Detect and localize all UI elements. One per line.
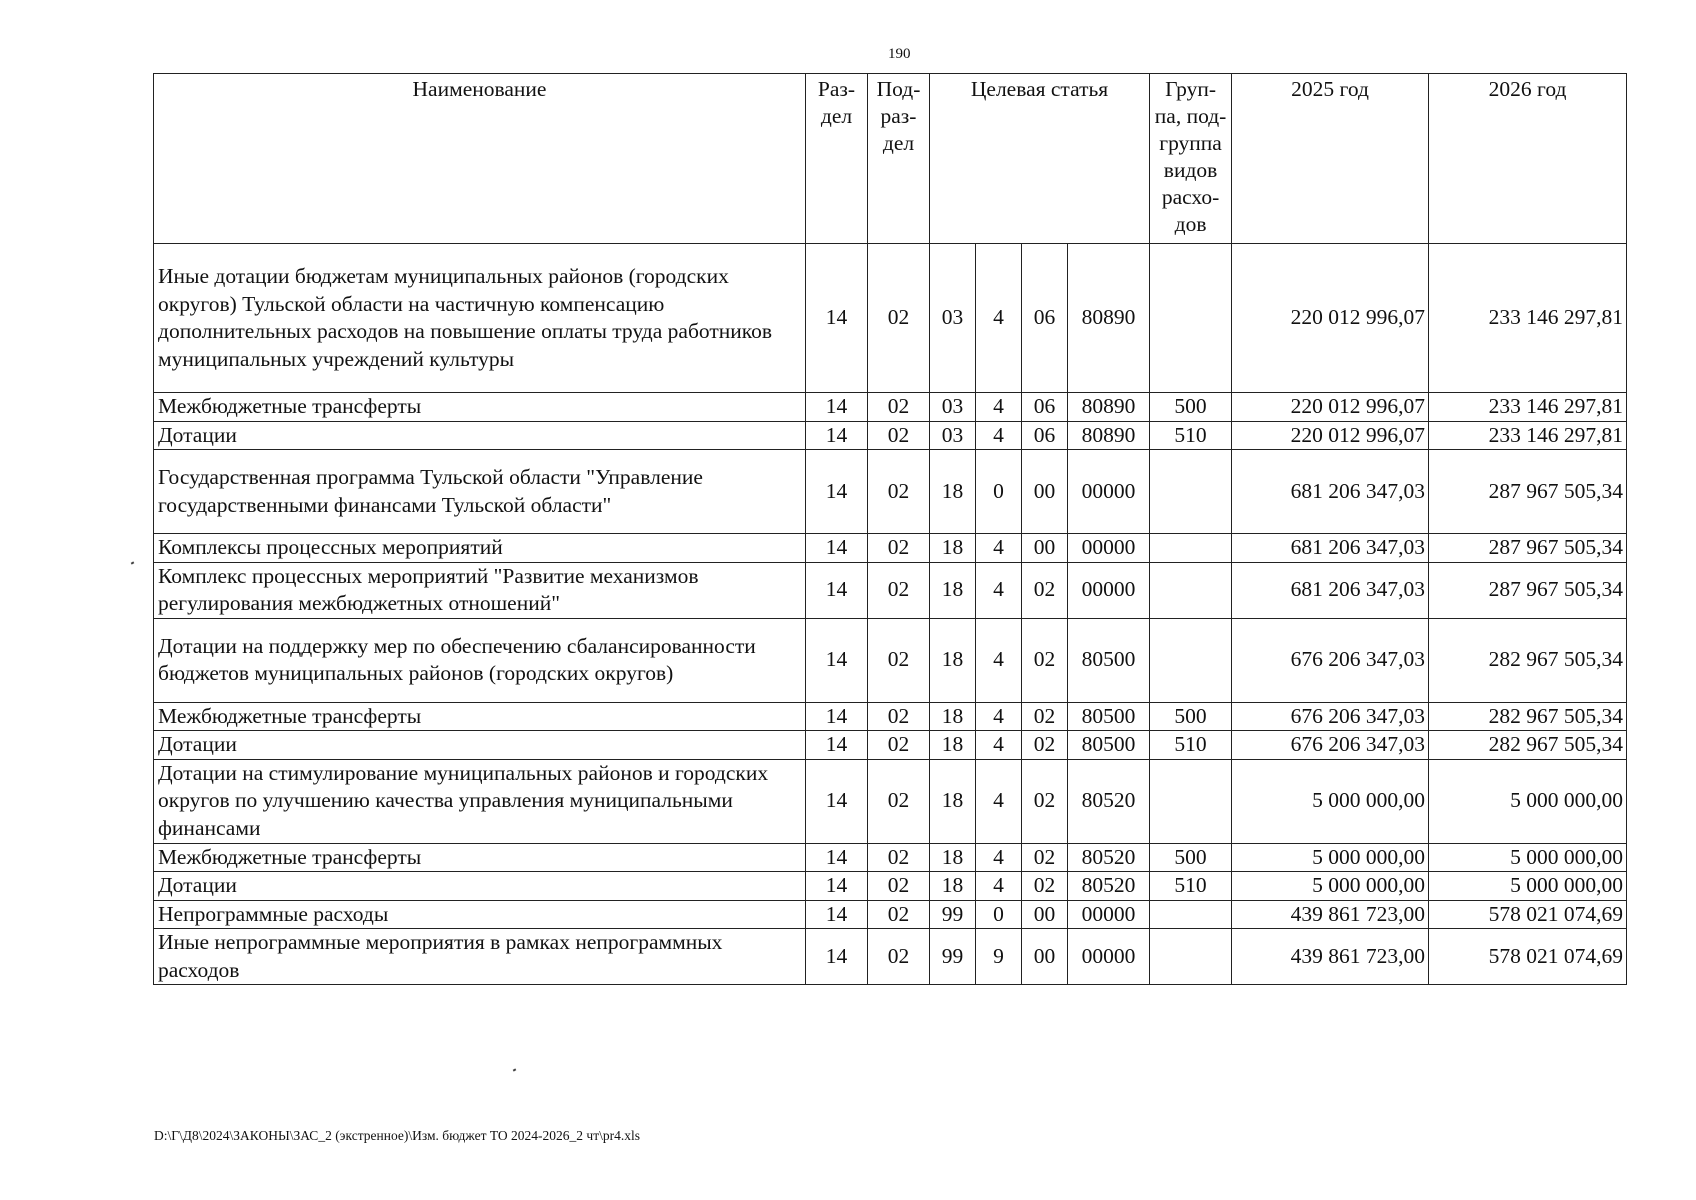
row-name: Дотации на поддержку мер по обеспечению сбалансированности бюджетов муниципальных районов (городских округов) xyxy=(154,618,806,702)
row-target-sub: 02 xyxy=(1022,618,1068,702)
header-name: Наименование xyxy=(154,74,806,244)
row-name: Межбюджетные трансферты xyxy=(154,393,806,422)
table-row xyxy=(154,393,1627,422)
row-target-program: 18 xyxy=(930,843,976,872)
table-row xyxy=(154,421,1627,450)
row-amount-2026: 5 000 000,00 xyxy=(1429,843,1627,872)
row-target-sub: 06 xyxy=(1022,393,1068,422)
row-target-sub: 02 xyxy=(1022,702,1068,731)
row-target-program: 18 xyxy=(930,702,976,731)
row-amount-2026: 282 967 505,34 xyxy=(1429,702,1627,731)
row-target-type: 0 xyxy=(976,450,1022,534)
row-target-type: 4 xyxy=(976,843,1022,872)
row-section: 14 xyxy=(806,618,868,702)
row-expense-group xyxy=(1150,618,1232,702)
row-name: Государственная программа Тульской области "Управление государственными финансами Тульской области" xyxy=(154,450,806,534)
row-section: 14 xyxy=(806,421,868,450)
table-row xyxy=(154,702,1627,731)
row-section: 14 xyxy=(806,393,868,422)
row-name: Дотации на стимулирование муниципальных районов и городских округов по улучшению качества управления муниципальными финансами xyxy=(154,759,806,843)
row-amount-2025: 676 206 347,03 xyxy=(1232,618,1429,702)
table-row xyxy=(154,900,1627,929)
row-target-type: 4 xyxy=(976,244,1022,393)
row-target-type: 4 xyxy=(976,618,1022,702)
row-subsection: 02 xyxy=(868,759,930,843)
row-section: 14 xyxy=(806,244,868,393)
row-subsection: 02 xyxy=(868,618,930,702)
table-row xyxy=(154,843,1627,872)
scan-speck xyxy=(513,1068,517,1071)
header-year-2026: 2026 год xyxy=(1429,74,1627,244)
row-target-direction: 80500 xyxy=(1068,702,1150,731)
row-expense-group: 500 xyxy=(1150,702,1232,731)
row-section: 14 xyxy=(806,843,868,872)
table-row xyxy=(154,731,1627,760)
table-row xyxy=(154,872,1627,901)
table-row xyxy=(154,618,1627,702)
header-subsection: Под- раз- дел xyxy=(868,74,930,244)
row-target-direction: 80520 xyxy=(1068,759,1150,843)
row-target-sub: 02 xyxy=(1022,872,1068,901)
row-expense-group: 510 xyxy=(1150,731,1232,760)
row-amount-2026: 233 146 297,81 xyxy=(1429,393,1627,422)
table-row xyxy=(154,562,1627,618)
row-target-sub: 06 xyxy=(1022,244,1068,393)
row-target-direction: 00000 xyxy=(1068,450,1150,534)
row-target-sub: 02 xyxy=(1022,759,1068,843)
row-target-type: 4 xyxy=(976,872,1022,901)
row-amount-2025: 676 206 347,03 xyxy=(1232,731,1429,760)
row-expense-group xyxy=(1150,759,1232,843)
row-section: 14 xyxy=(806,759,868,843)
row-target-program: 03 xyxy=(930,421,976,450)
row-subsection: 02 xyxy=(868,702,930,731)
row-target-direction: 00000 xyxy=(1068,929,1150,985)
row-amount-2025: 5 000 000,00 xyxy=(1232,872,1429,901)
row-amount-2025: 676 206 347,03 xyxy=(1232,702,1429,731)
row-subsection: 02 xyxy=(868,421,930,450)
row-target-type: 0 xyxy=(976,900,1022,929)
row-target-sub: 00 xyxy=(1022,450,1068,534)
row-amount-2025: 681 206 347,03 xyxy=(1232,562,1429,618)
table-row xyxy=(154,929,1627,985)
row-amount-2025: 220 012 996,07 xyxy=(1232,244,1429,393)
row-subsection: 02 xyxy=(868,562,930,618)
table-row xyxy=(154,450,1627,534)
row-amount-2025: 5 000 000,00 xyxy=(1232,843,1429,872)
row-amount-2026: 5 000 000,00 xyxy=(1429,759,1627,843)
row-amount-2026: 233 146 297,81 xyxy=(1429,421,1627,450)
row-expense-group: 500 xyxy=(1150,393,1232,422)
row-subsection: 02 xyxy=(868,534,930,563)
row-target-type: 9 xyxy=(976,929,1022,985)
row-target-type: 4 xyxy=(976,562,1022,618)
row-amount-2026: 287 967 505,34 xyxy=(1429,450,1627,534)
row-amount-2025: 681 206 347,03 xyxy=(1232,450,1429,534)
row-name: Межбюджетные трансферты xyxy=(154,843,806,872)
row-target-direction: 00000 xyxy=(1068,900,1150,929)
row-section: 14 xyxy=(806,900,868,929)
row-subsection: 02 xyxy=(868,843,930,872)
row-amount-2025: 5 000 000,00 xyxy=(1232,759,1429,843)
row-section: 14 xyxy=(806,929,868,985)
header-section: Раз- дел xyxy=(806,74,868,244)
row-target-program: 18 xyxy=(930,872,976,901)
row-section: 14 xyxy=(806,702,868,731)
row-target-direction: 80890 xyxy=(1068,421,1150,450)
row-target-program: 99 xyxy=(930,929,976,985)
row-target-program: 99 xyxy=(930,900,976,929)
row-subsection: 02 xyxy=(868,450,930,534)
row-amount-2026: 287 967 505,34 xyxy=(1429,534,1627,563)
page-number: 190 xyxy=(888,46,911,62)
footer-file-path: D:\Г\Д8\2024\ЗАКОНЫ\ЗАС_2 (экстренное)\Изм. бюджет ТО 2024-2026_2 чт\pr4.xls xyxy=(154,1128,640,1143)
row-name: Иные непрограммные мероприятия в рамках непрограммных расходов xyxy=(154,929,806,985)
row-target-program: 18 xyxy=(930,731,976,760)
row-target-type: 4 xyxy=(976,421,1022,450)
row-name: Иные дотации бюджетам муниципальных районов (городских округов) Тульской области на частичную компенсацию дополнительных расходов на повышение оплаты труда работников муниципальных учреждений культуры xyxy=(154,244,806,393)
table-header-row xyxy=(154,74,1627,244)
row-target-sub: 02 xyxy=(1022,843,1068,872)
row-subsection: 02 xyxy=(868,393,930,422)
row-target-direction: 80890 xyxy=(1068,244,1150,393)
table-row xyxy=(154,759,1627,843)
row-expense-group xyxy=(1150,534,1232,563)
row-amount-2025: 439 861 723,00 xyxy=(1232,900,1429,929)
row-amount-2026: 233 146 297,81 xyxy=(1429,244,1627,393)
row-name: Комплексы процессных мероприятий xyxy=(154,534,806,563)
row-target-program: 03 xyxy=(930,244,976,393)
row-expense-group xyxy=(1150,450,1232,534)
row-amount-2026: 5 000 000,00 xyxy=(1429,872,1627,901)
row-target-sub: 02 xyxy=(1022,731,1068,760)
row-expense-group: 500 xyxy=(1150,843,1232,872)
row-amount-2025: 220 012 996,07 xyxy=(1232,393,1429,422)
row-target-type: 4 xyxy=(976,702,1022,731)
row-amount-2026: 282 967 505,34 xyxy=(1429,618,1627,702)
row-target-sub: 00 xyxy=(1022,900,1068,929)
header-target-article: Целевая статья xyxy=(930,74,1150,244)
table-row xyxy=(154,534,1627,563)
row-target-direction: 00000 xyxy=(1068,562,1150,618)
row-amount-2026: 578 021 074,69 xyxy=(1429,929,1627,985)
row-section: 14 xyxy=(806,731,868,760)
table-row xyxy=(154,244,1627,393)
row-expense-group: 510 xyxy=(1150,421,1232,450)
row-name: Межбюджетные трансферты xyxy=(154,702,806,731)
row-target-direction: 80890 xyxy=(1068,393,1150,422)
scan-speck xyxy=(131,561,135,564)
row-target-program: 18 xyxy=(930,450,976,534)
row-subsection: 02 xyxy=(868,731,930,760)
row-target-program: 18 xyxy=(930,534,976,563)
row-name: Дотации xyxy=(154,872,806,901)
row-target-direction: 80500 xyxy=(1068,618,1150,702)
row-section: 14 xyxy=(806,534,868,563)
row-target-sub: 06 xyxy=(1022,421,1068,450)
row-name: Дотации xyxy=(154,731,806,760)
row-target-direction: 80500 xyxy=(1068,731,1150,760)
row-target-direction: 80520 xyxy=(1068,872,1150,901)
row-section: 14 xyxy=(806,872,868,901)
row-target-direction: 00000 xyxy=(1068,534,1150,563)
row-target-direction: 80520 xyxy=(1068,843,1150,872)
row-target-sub: 00 xyxy=(1022,929,1068,985)
row-target-program: 03 xyxy=(930,393,976,422)
row-target-program: 18 xyxy=(930,562,976,618)
header-year-2025: 2025 год xyxy=(1232,74,1429,244)
row-target-program: 18 xyxy=(930,759,976,843)
row-name: Непрограммные расходы xyxy=(154,900,806,929)
row-expense-group xyxy=(1150,900,1232,929)
row-section: 14 xyxy=(806,450,868,534)
row-target-sub: 00 xyxy=(1022,534,1068,563)
row-amount-2026: 287 967 505,34 xyxy=(1429,562,1627,618)
row-expense-group xyxy=(1150,929,1232,985)
row-target-type: 4 xyxy=(976,759,1022,843)
row-name: Комплекс процессных мероприятий "Развитие механизмов регулирования межбюджетных отношений" xyxy=(154,562,806,618)
row-subsection: 02 xyxy=(868,929,930,985)
budget-table xyxy=(153,73,1627,985)
row-amount-2026: 282 967 505,34 xyxy=(1429,731,1627,760)
row-amount-2025: 681 206 347,03 xyxy=(1232,534,1429,563)
row-expense-group xyxy=(1150,562,1232,618)
row-target-type: 4 xyxy=(976,731,1022,760)
row-name: Дотации xyxy=(154,421,806,450)
row-target-type: 4 xyxy=(976,534,1022,563)
row-subsection: 02 xyxy=(868,244,930,393)
row-target-type: 4 xyxy=(976,393,1022,422)
row-expense-group: 510 xyxy=(1150,872,1232,901)
row-subsection: 02 xyxy=(868,900,930,929)
row-target-sub: 02 xyxy=(1022,562,1068,618)
row-amount-2026: 578 021 074,69 xyxy=(1429,900,1627,929)
row-amount-2025: 439 861 723,00 xyxy=(1232,929,1429,985)
row-section: 14 xyxy=(806,562,868,618)
header-expense-group: Груп- па, под- группа видов расхо- дов xyxy=(1150,74,1232,244)
row-expense-group xyxy=(1150,244,1232,393)
row-target-program: 18 xyxy=(930,618,976,702)
row-amount-2025: 220 012 996,07 xyxy=(1232,421,1429,450)
row-subsection: 02 xyxy=(868,872,930,901)
